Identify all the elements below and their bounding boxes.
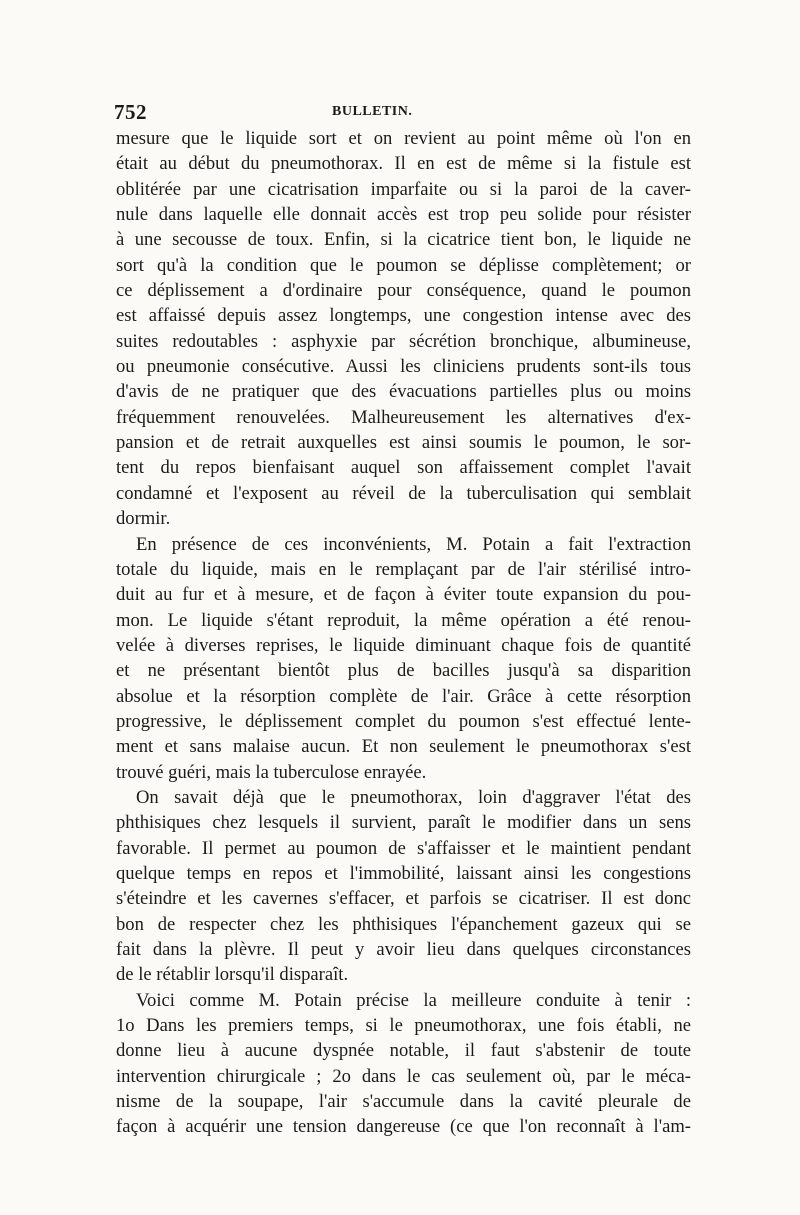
page-number: 752 — [114, 100, 147, 124]
text-line: d'avis de ne pratiquer que des évacuations partielles plus ou moins — [116, 381, 691, 403]
text-line: et ne présentant bientôt plus de bacilles jusqu'à sa disparition — [116, 660, 691, 682]
text-line: mon. Le liquide s'étant reproduit, la même opération a été renou- — [116, 609, 691, 631]
paragraph — [116, 785, 691, 988]
text-line: En présence de ces inconvénients, M. Potain a fait l'extraction — [136, 533, 691, 555]
text-line: était au début du pneumothorax. Il en est de même si la fistule est — [116, 153, 691, 175]
text-line: fréquemment renouvelées. Malheureusement les alternatives d'ex- — [116, 406, 691, 428]
text-line: de le rétablir lorsqu'il disparaît. — [116, 964, 349, 986]
text-line: 1o Dans les premiers temps, si le pneumothorax, une fois établi, ne — [116, 1015, 691, 1037]
text-line: tent du repos bienfaisant auquel son affaissement complet l'avait — [116, 457, 691, 479]
paragraph — [116, 532, 691, 785]
text-line: absolue et la résorption complète de l'air. Grâce à cette résorption — [116, 685, 691, 707]
text-line: pansion et de retrait auxquelles est ainsi soumis le poumon, le sor- — [116, 432, 691, 454]
text-line: On savait déjà que le pneumothorax, loin d'aggraver l'état des — [136, 786, 691, 808]
text-line: façon à acquérir une tension dangereuse (ce que l'on reconnaît à l'am- — [116, 1116, 691, 1138]
text-line: intervention chirurgicale ; 2o dans le cas seulement où, par le méca- — [116, 1065, 691, 1087]
text-line: oblitérée par une cicatrisation imparfaite ou si la paroi de la caver- — [116, 178, 691, 200]
text-line: Voici comme M. Potain précise la meilleure conduite à tenir : — [136, 989, 691, 1011]
text-line: nisme de la soupape, l'air s'accumule dans la cavité pleurale de — [116, 1091, 691, 1113]
text-line: est affaissé depuis assez longtemps, une congestion intense avec des — [116, 305, 691, 327]
text-line: trouvé guéri, mais la tuberculose enrayée. — [116, 761, 427, 783]
text-line: phthisiques chez lesquels il survient, paraît le modifier dans un sens — [116, 812, 691, 834]
text-line: s'éteindre et les cavernes s'effacer, et parfois se cicatriser. Il est donc — [116, 888, 691, 910]
running-title: BULLETIN. — [332, 104, 413, 119]
text-line: fait dans la plèvre. Il peut y avoir lieu dans quelques circonstances — [116, 939, 691, 960]
text-line: duit au fur et à mesure, et de façon à éviter toute expansion du pou- — [116, 584, 691, 606]
text-line: nule dans laquelle elle donnait accès est trop peu solide pour résister — [116, 204, 691, 226]
text-line: progressive, le déplissement complet du poumon s'est effectué lente- — [116, 710, 691, 732]
text-line: dormir. — [116, 508, 171, 530]
text-line: sort qu'à la condition que le poumon se déplisse complètement; or — [116, 254, 691, 276]
paragraph — [116, 126, 691, 532]
text-line: donne lieu à aucune dyspnée notable, il faut s'abstenir de toute — [116, 1040, 691, 1062]
text-line: favorable. Il permet au poumon de s'affaisser et le maintient pendant — [116, 837, 691, 859]
text-line: suites redoutables : asphyxie par sécrétion bronchique, albumineuse, — [116, 330, 691, 352]
text-line: ce déplissement a d'ordinaire pour conséquence, quand le poumon — [116, 280, 691, 302]
text-line: bon de respecter chez les phthisiques l'épanchement gazeux qui se — [116, 913, 691, 935]
text-line: totale du liquide, mais en le remplaçant par de l'air stérilisé intro- — [116, 558, 691, 580]
text-line: condamné et l'exposent au réveil de la tuberculisation qui semblait — [116, 482, 691, 504]
text-line: quelque temps en repos et l'immobilité, laissant ainsi les congestions — [116, 862, 691, 884]
text-line: ment et sans malaise aucun. Et non seulement le pneumothorax s'est — [116, 736, 691, 758]
paragraph — [116, 988, 691, 1140]
text-line: mesure que le liquide sort et on revient au point même où l'on en — [116, 128, 691, 149]
body-text — [116, 126, 691, 1140]
text-line: ou pneumonie consécutive. Aussi les cliniciens prudents sont-ils tous — [116, 356, 691, 378]
running-head — [114, 100, 704, 126]
text-line: à une secousse de toux. Enfin, si la cicatrice tient bon, le liquide ne — [116, 229, 691, 251]
text-line: velée à diverses reprises, le liquide diminuant chaque fois de quantité — [116, 634, 691, 656]
